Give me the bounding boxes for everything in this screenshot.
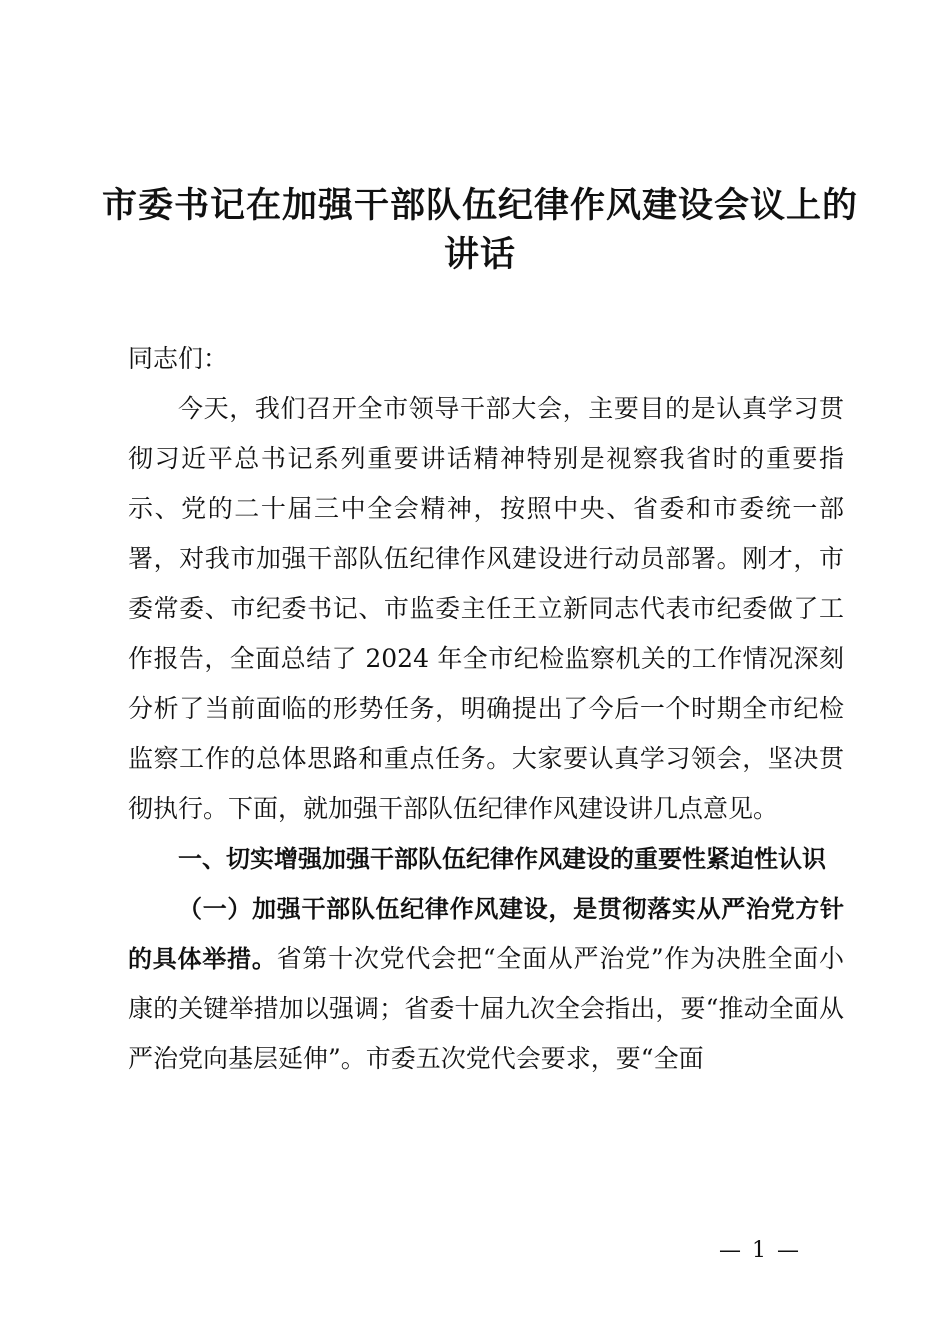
paragraph-intro: 今天，我们召开全市领导干部大会，主要目的是认真学习贯彻习近平总书记系列重要讲话精神特别是视察我省时的重要指示、党的二十届三中全会精神，按照中央、省委和市委统一部署，对我市加强干部队伍纪律作风建设进行动员部署。刚才，市委常委、市纪委书记、市监委主任王立新同志代表市纪委做了工作报告，全面总结了 2024 年全市纪检监察机关的工作情况深刻分析了当前面临的形势任务，明确提出了今后一个时期全市纪检监察工作的总体思路和重点任务。大家要认真学习领会，坚决贯彻执行。下面，就加强干部队伍纪律作风建设讲几点意见。: [128, 394, 844, 823]
section-heading-1: 一、切实增强加强干部队伍纪律作风建设的重要性紧迫性认识: [178, 845, 826, 873]
paragraph-subsection-1: [128, 884, 844, 1084]
document-body: [128, 334, 844, 1084]
subsection-lead: （一）加强干部队伍纪律作风建设，是贯彻落实从严治党方针的具体举措。: [128, 895, 844, 973]
document-title: 市委书记在加强干部队伍纪律作风建设会议上的讲话: [101, 186, 858, 275]
subsection-text: 省第十次党代会把“全面从严治党”作为决胜全面小康的关键举措加以强调；省委十届九次全会指出，要“推动全面从严治党向基层延伸”。市委五次党代会要求，要“全面: [128, 944, 844, 1073]
greeting: 同志们：: [128, 344, 229, 373]
page-number: — 1 —: [719, 1238, 801, 1263]
